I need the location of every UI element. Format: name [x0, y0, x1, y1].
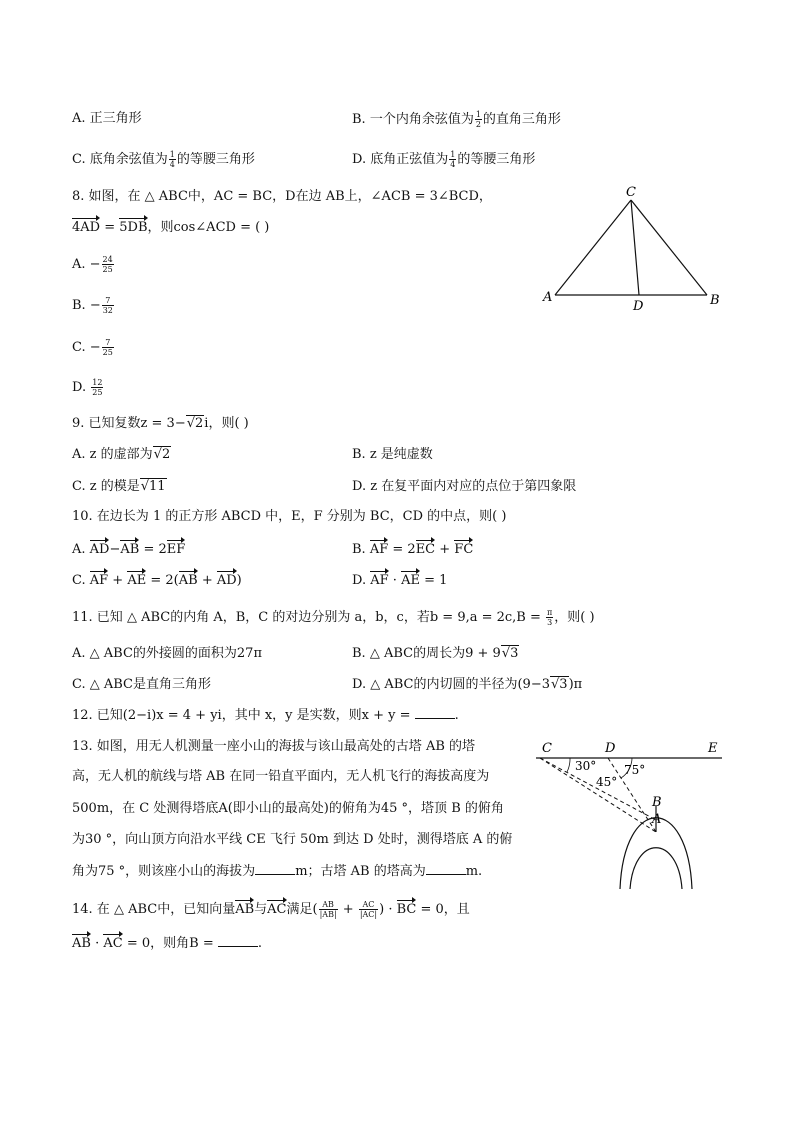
label-e: E — [708, 741, 718, 756]
segment-cd — [631, 200, 639, 295]
label-a: A — [543, 290, 553, 305]
q13-line3: 500m，在 C 处测得塔底A(即小山的最高处)的俯角为45 °，塔顶 B 的俯角 — [72, 801, 504, 816]
segment-ac — [555, 200, 631, 295]
answer-blank-altitude[interactable] — [255, 862, 295, 875]
q13-line1: 13. 如图，用无人机测量一座小山的海拔与该山最高处的古塔 AB 的塔 — [72, 739, 476, 754]
label-a: A — [652, 812, 662, 827]
q11-option-b: B. △ ABC的周长为9 + 9√3 — [352, 646, 519, 661]
q11-option-c: C. △ ABC是直角三角形 — [72, 677, 212, 692]
answer-blank-tower[interactable] — [426, 862, 466, 875]
segment-bc — [631, 200, 707, 295]
q13-line4: 为30 °，向山顶方向沿水平线 CE 飞行 50m 到达 D 处时，测得塔底 A 的俯 — [72, 832, 513, 847]
q10-option-c: C. AF + AE = 2(AB + AD) — [72, 573, 242, 588]
q8-option-d: D. $\frac{12}{25}$ — [72, 378, 103, 397]
answer-blank[interactable] — [218, 934, 258, 947]
q7-option-d: D. 底角正弦值为 $\frac{1}{4}$ 的等腰三角形 — [352, 150, 536, 169]
q9-option-c: C. z 的模是√11 — [72, 479, 166, 494]
label-c: C — [542, 741, 552, 756]
q10-option-d: D. AF · AE = 1 — [352, 573, 448, 588]
q14-line1: 14. 在 △ ABC中，已知向量AB与AC满足( $\frac{AB}{|AB|}$ + $\frac{AC}{|AC|}$ ) · BC = 0，且 — [72, 900, 470, 919]
q10-option-b: B. AF = 2EC + FC — [352, 542, 474, 557]
label-c: C — [626, 185, 636, 200]
angle-45-label: 45° — [596, 775, 618, 789]
q7-option-b: B. 一个内角余弦值为 $\frac{1}{2}$ 的直角三角形 — [352, 110, 561, 129]
q8-option-c: C. − $\frac{7}{25}$ — [72, 338, 113, 357]
q12-stem: 12. 已知(2−i)x = 4 + yi，其中 x，y 是实数，则x + y = . — [72, 708, 459, 723]
q11-option-d: D. △ ABC的内切圆的半径为(9−3√3)π — [352, 677, 583, 692]
sqrt-2: √2 — [186, 416, 204, 431]
q9-option-d: D. z 在复平面内对应的点位于第四象限 — [352, 479, 577, 494]
q8-option-b: B. − $\frac{7}{32}$ — [72, 296, 113, 315]
angle-75-label: 75° — [624, 763, 646, 777]
q11-stem: 11. 已知 △ ABC的内角 A，B，C 的对边分别为 a，b，c，若b = 9,a = 2c,B = $\frac{\pi}{3}$ ，则( ) — [72, 608, 595, 627]
q9-option-b: B. z 是纯虚数 — [352, 447, 433, 462]
q10-option-a: A. AD−AB = 2EF — [72, 542, 186, 557]
label-d: D — [633, 299, 644, 314]
label-b: B — [710, 293, 720, 308]
arc-30 — [567, 758, 570, 772]
mountain-inner — [630, 848, 682, 889]
q9-option-a: A. z 的虚部为√2 — [72, 447, 171, 462]
q13-line5: 角为75 °，则该座小山的海拔为 m；古塔 AB 的塔高为 m. — [72, 864, 483, 879]
q11-option-a: A. △ ABC的外接圆的面积为27π — [72, 646, 262, 661]
q7-option-a: A. 正三角形 — [72, 111, 142, 126]
q14-line2: AB · AC = 0，则角B = . — [72, 936, 262, 951]
q7-option-c: C. 底角余弦值为 $\frac{1}{4}$ 的等腰三角形 — [72, 150, 255, 169]
q8-stem-line1: 8. 如图，在 △ ABC中，AC = BC，D在边 AB上，∠ACB = 3∠BCD， — [72, 189, 492, 204]
q8-option-a: A. − $\frac{24}{25}$ — [72, 255, 113, 274]
q13-mountain-figure — [530, 734, 730, 894]
q13-line2: 高，无人机的航线与塔 AB 在同一铅直平面内，无人机飞行的海拔高度为 — [72, 769, 490, 784]
q9-stem: 9. 已知复数z = 3−√2i，则( ) — [72, 416, 249, 431]
label-b: B — [652, 795, 662, 810]
angle-30-label: 30° — [575, 759, 597, 773]
q8-stem-line2: 4AD = 5DB，则cos∠ACD = ( ) — [72, 220, 270, 235]
label-d: D — [605, 741, 616, 756]
q10-stem: 10. 在边长为 1 的正方形 ABCD 中，E，F 分别为 BC，CD 的中点，则( ) — [72, 509, 507, 524]
q8-triangle-figure — [535, 180, 735, 315]
answer-blank[interactable] — [415, 706, 455, 719]
